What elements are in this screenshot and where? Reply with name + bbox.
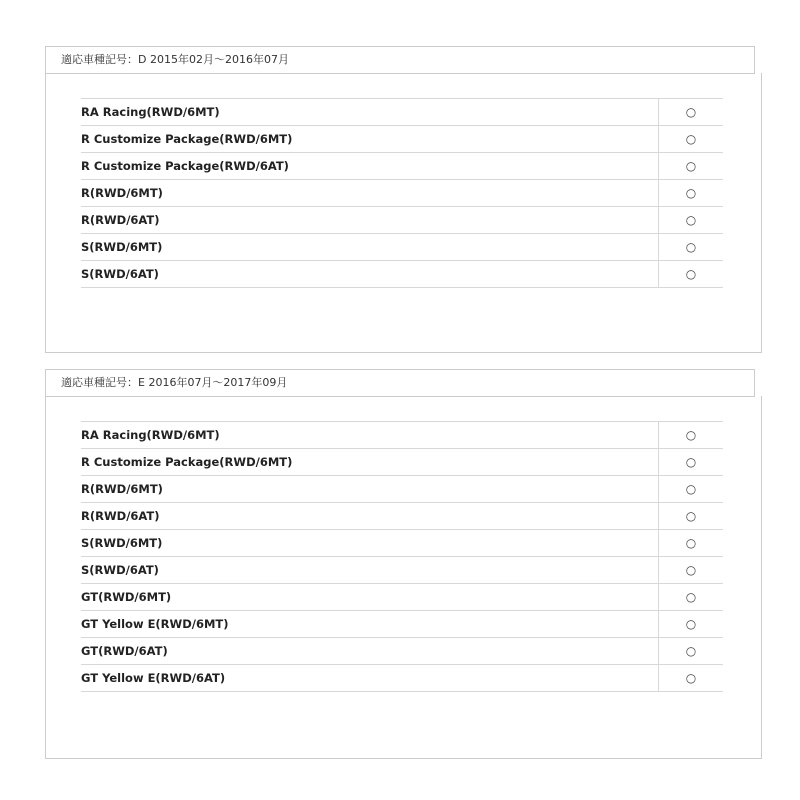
table-row [81,180,723,207]
grade-name: S(RWD/6AT) [81,557,659,584]
grade-name: R(RWD/6MT) [81,180,659,207]
grade-name: GT(RWD/6MT) [81,584,659,611]
table-row [81,584,723,611]
compatible-mark: ○ [659,557,724,584]
compatible-mark: ○ [659,476,724,503]
grade-name: R Customize Package(RWD/6AT) [81,153,659,180]
compatible-mark: ○ [659,234,724,261]
grade-name: R(RWD/6AT) [81,207,659,234]
grade-name: GT(RWD/6AT) [81,638,659,665]
compatible-mark: ○ [659,503,724,530]
compatible-mark: ○ [659,449,724,476]
table-row [81,234,723,261]
grade-table [81,421,723,692]
compatible-mark: ○ [659,611,724,638]
table-row [81,99,723,126]
table-row [81,530,723,557]
section-header: 適応車種記号：D 2015年02月～2016年07月 [45,46,755,74]
table-row [81,261,723,288]
table-row [81,557,723,584]
grade-name: GT Yellow E(RWD/6MT) [81,611,659,638]
table-row [81,449,723,476]
grade-name: S(RWD/6MT) [81,234,659,261]
grade-name: RA Racing(RWD/6MT) [81,99,659,126]
compatible-mark: ○ [659,584,724,611]
grade-name: GT Yellow E(RWD/6AT) [81,665,659,692]
compatible-mark: ○ [659,530,724,557]
table-row [81,422,723,449]
compatible-mark: ○ [659,422,724,449]
table-row [81,153,723,180]
grade-name: R(RWD/6MT) [81,476,659,503]
compatible-mark: ○ [659,261,724,288]
table-row [81,476,723,503]
table-row [81,638,723,665]
compatible-mark: ○ [659,126,724,153]
grade-table [81,98,723,288]
compatible-mark: ○ [659,99,724,126]
section-header: 適応車種記号：E 2016年07月～2017年09月 [45,369,755,397]
table-row [81,503,723,530]
compatible-mark: ○ [659,153,724,180]
grade-name: R(RWD/6AT) [81,503,659,530]
compatible-mark: ○ [659,180,724,207]
grade-name: RA Racing(RWD/6MT) [81,422,659,449]
compatible-mark: ○ [659,665,724,692]
grade-name: S(RWD/6MT) [81,530,659,557]
grade-name: S(RWD/6AT) [81,261,659,288]
table-row [81,207,723,234]
table-row [81,126,723,153]
grade-name: R Customize Package(RWD/6MT) [81,449,659,476]
table-row [81,665,723,692]
compatible-mark: ○ [659,638,724,665]
section-body [45,73,762,353]
section-body [45,396,762,759]
grade-name: R Customize Package(RWD/6MT) [81,126,659,153]
compatible-mark: ○ [659,207,724,234]
table-row [81,611,723,638]
